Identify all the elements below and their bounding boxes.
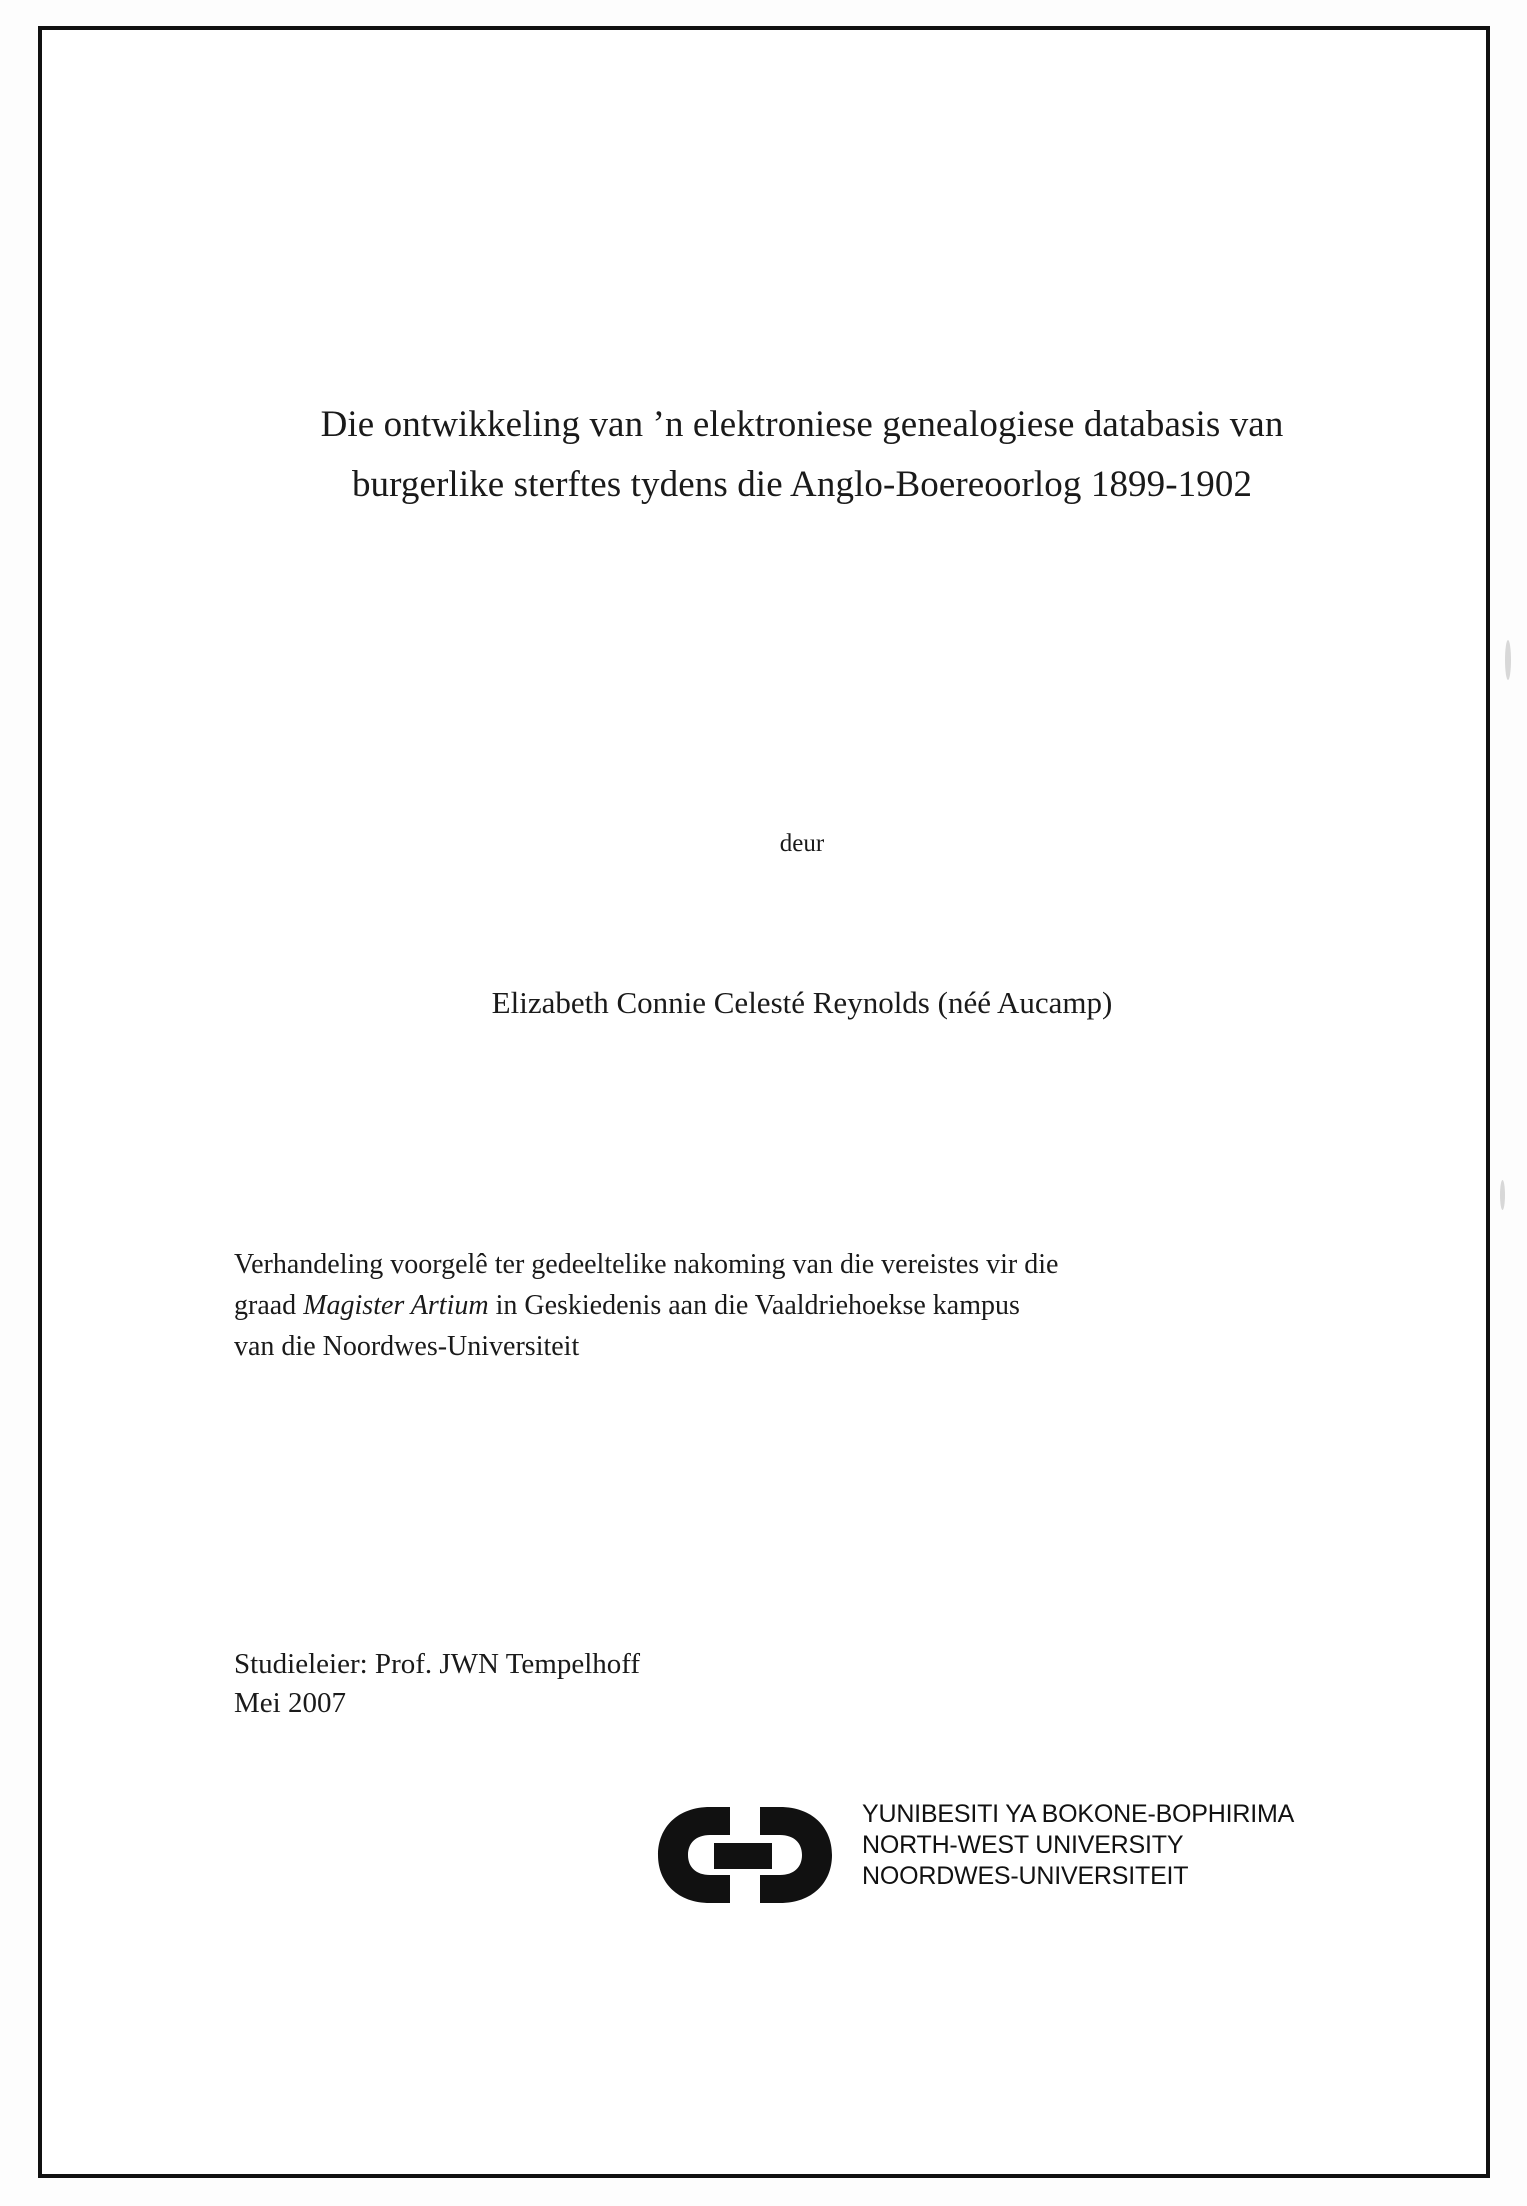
page-border-frame bbox=[38, 26, 1490, 2178]
degree-name: Magister Artium bbox=[303, 1289, 489, 1321]
logo-text bbox=[862, 1799, 1294, 1891]
logo-text-line-2: NORTH-WEST UNIVERSITY bbox=[862, 1830, 1184, 1859]
university-logo bbox=[522, 1795, 1322, 1925]
logo-text-line-3: NOORDWES-UNIVERSITEIT bbox=[862, 1861, 1189, 1890]
logo-text-line-1: YUNIBESITI YA BOKONE-BOPHIRIMA bbox=[862, 1800, 1295, 1828]
title-page-content bbox=[192, 30, 1412, 2174]
title-line-2: burgerlike sterftes tydens die Anglo-Boereoorlog 1899-1902 bbox=[351, 463, 1253, 505]
nwu-logo-icon bbox=[652, 1803, 842, 1908]
degree-statement-line-3: van die Noordwes-Universiteit bbox=[234, 1330, 580, 1362]
degree-statement bbox=[234, 1245, 1379, 1368]
degree-statement-line-1: Verhandeling voorgelê ter gedeeltelike nakoming van die vereistes vir die bbox=[234, 1249, 1059, 1280]
scan-artifact bbox=[1505, 640, 1511, 680]
by-label: deur bbox=[779, 830, 825, 857]
date-line: Mei 2007 bbox=[234, 1686, 346, 1719]
author-name: Elizabeth Connie Celesté Reynolds (néé Aucamp) bbox=[491, 985, 1113, 1020]
scan-artifact bbox=[1500, 1180, 1505, 1210]
supervisor-line: Studieleier: Prof. JWN Tempelhoff bbox=[234, 1648, 641, 1680]
page-title bbox=[192, 395, 1412, 515]
supervisor-block bbox=[234, 1645, 1379, 1722]
degree-statement-line-2-post: in Geskiedenis aan die Vaaldriehoekse kampus bbox=[488, 1289, 1020, 1321]
title-line-1: Die ontwikkeling van ’n elektroniese genealogiese databasis van bbox=[320, 404, 1284, 445]
degree-statement-line-2-pre: graad bbox=[234, 1289, 304, 1321]
degree-statement-line-2 bbox=[234, 1286, 1379, 1327]
